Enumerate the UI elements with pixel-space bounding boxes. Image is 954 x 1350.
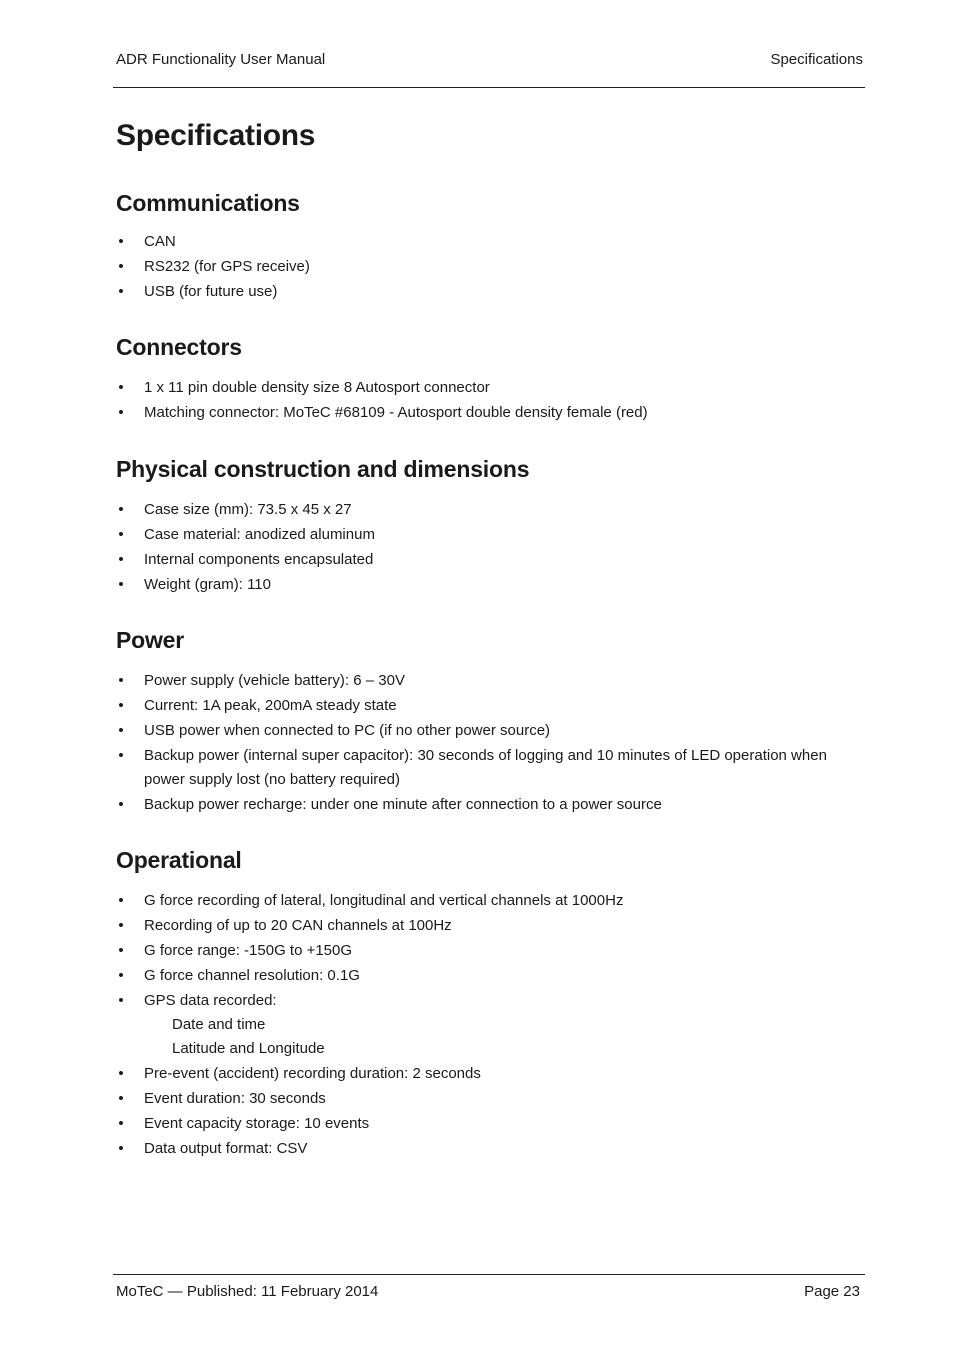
bullet-icon: • — [118, 526, 124, 543]
list-item: • G force range: -150G to +150G — [116, 939, 861, 963]
bullet-icon: • — [118, 697, 124, 714]
bullet-icon: • — [118, 1065, 124, 1082]
list-item: • Weight (gram): 110 — [116, 573, 861, 597]
section-heading-operational: Operational — [116, 847, 242, 873]
list-item: • G force channel resolution: 0.1G — [116, 964, 861, 988]
page-footer — [116, 1283, 860, 1300]
section-heading-physical: Physical construction and dimensions — [116, 456, 530, 482]
bullet-icon: • — [118, 379, 124, 396]
list-item: • 1 x 11 pin double density size 8 Autosport connector — [116, 376, 861, 400]
bullet-icon: • — [118, 942, 124, 959]
footer-divider — [113, 1274, 865, 1275]
gps-sub-item: Latitude and Longitude — [172, 1040, 325, 1057]
gps-sub-item: Date and time — [172, 1016, 266, 1033]
operational-list — [116, 889, 861, 1161]
header-divider — [113, 87, 865, 88]
list-item: • Case size (mm): 73.5 x 45 x 27 — [116, 498, 861, 522]
list-item: • Backup power recharge: under one minute after connection to a power source — [116, 793, 861, 817]
page-title: Specifications — [116, 119, 316, 152]
bullet-icon: • — [118, 1115, 124, 1132]
physical-list — [116, 498, 861, 597]
list-item: • Case material: anodized aluminum — [116, 523, 861, 547]
bullet-icon: • — [118, 283, 124, 300]
header-section-title: Specifications — [770, 51, 863, 68]
list-item: • Backup power (internal super capacitor): 30 seconds of logging and 10 minutes of LED operation when power supply lost (no battery required) — [116, 744, 861, 792]
connectors-list — [116, 376, 861, 425]
bullet-icon: • — [118, 892, 124, 909]
list-item: • Event duration: 30 seconds — [116, 1087, 861, 1111]
page-header — [116, 51, 863, 68]
bullet-icon: • — [118, 576, 124, 593]
list-item: • Event capacity storage: 10 events — [116, 1112, 861, 1136]
bullet-icon: • — [118, 747, 124, 764]
section-heading-connectors: Connectors — [116, 334, 242, 360]
bullet-icon: • — [118, 551, 124, 568]
list-item: • Recording of up to 20 CAN channels at 100Hz — [116, 914, 861, 938]
header-doc-title: ADR Functionality User Manual — [116, 51, 326, 68]
list-item: • USB (for future use) — [116, 280, 861, 304]
bullet-icon: • — [118, 992, 124, 1009]
list-item: • Power supply (vehicle battery): 6 – 30V — [116, 669, 861, 693]
bullet-icon: • — [118, 722, 124, 739]
bullet-icon: • — [118, 967, 124, 984]
list-item: • CAN — [116, 230, 861, 254]
section-heading-communications: Communications — [116, 190, 300, 216]
list-item: • G force recording of lateral, longitudinal and vertical channels at 1000Hz — [116, 889, 861, 913]
list-item: • GPS data recorded: Date and time Latitude and Longitude — [116, 989, 861, 1061]
bullet-icon: • — [118, 258, 124, 275]
bullet-icon: • — [118, 501, 124, 518]
section-heading-power: Power — [116, 627, 185, 653]
footer-publisher: MoTeC — Published: 11 February 2014 — [116, 1283, 379, 1300]
list-item: • Pre-event (accident) recording duration: 2 seconds — [116, 1062, 861, 1086]
power-list — [116, 669, 861, 817]
list-item: • Data output format: CSV — [116, 1137, 861, 1161]
list-item: • RS232 (for GPS receive) — [116, 255, 861, 279]
bullet-icon: • — [118, 917, 124, 934]
bullet-icon: • — [118, 404, 124, 421]
main-content — [116, 114, 861, 1162]
list-item: • Current: 1A peak, 200mA steady state — [116, 694, 861, 718]
bullet-icon: • — [118, 1140, 124, 1157]
bullet-icon: • — [118, 233, 124, 250]
list-item: • Matching connector: MoTeC #68109 - Autosport double density female (red) — [116, 401, 861, 425]
page-number: Page 23 — [804, 1283, 860, 1300]
bullet-icon: • — [118, 796, 124, 813]
bullet-icon: • — [118, 1090, 124, 1107]
list-item: • Internal components encapsulated — [116, 548, 861, 572]
bullet-icon: • — [118, 672, 124, 689]
communications-list — [116, 230, 861, 304]
list-item: • USB power when connected to PC (if no other power source) — [116, 719, 861, 743]
